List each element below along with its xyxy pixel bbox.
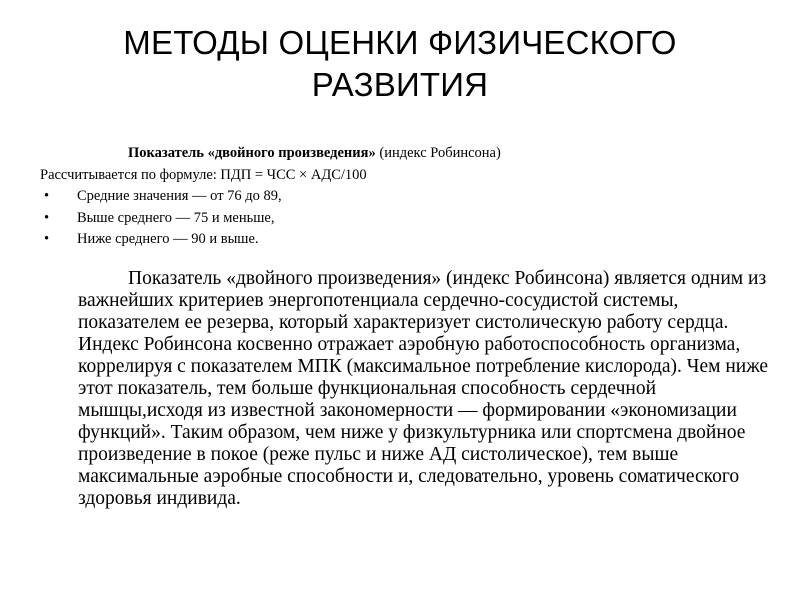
slide-title-line-1: МЕТОДЫ ОЦЕНКИ ФИЗИЧЕСКОГО [123, 24, 677, 61]
list-item-text: Ниже среднего — 90 и выше. [77, 231, 259, 247]
index-summary [40, 143, 760, 251]
list-item [40, 229, 760, 251]
list-item-text: Выше среднего — 75 и меньше, [77, 209, 275, 226]
slide-title-line-2: РАЗВИТИЯ [311, 66, 489, 103]
bullet-icon: • [44, 188, 50, 204]
bullet-icon: • [44, 231, 50, 247]
index-heading [40, 143, 760, 165]
formula-line: Рассчитывается по формуле: ПДП = ЧСС × АДС/100 [40, 166, 367, 183]
list-item [40, 186, 760, 208]
index-heading-rest: (индекс Робинсона) [375, 145, 501, 161]
norms-list [40, 186, 760, 251]
index-heading-bold: Показатель «двойного произведения» [128, 145, 376, 161]
description-paragraph: Показатель «двойного произведения» (индекс Робинсона) является одним из важнейших критериев энергопотенциала сердечно-сосудистой системы, показателем ее резерва, который характеризует систолическую работу сердца. Индекс Робинсона косвенно отражает аэробную работоспособность организма, коррелируя с показателем МПК (максимальное потребление кислорода). Чем ниже этот показатель, тем больше функциональная способность сердечной мышцы,исходя из известной закономерности — формировании «экономизации функций». Таким образом, чем ниже у физкультурника или спортсмена двойное произведение в покое (реже пульс и ниже АД систолическое), тем выше максимальные аэробные способности и, следовательно, уровень соматического здоровья индивида. [78, 268, 769, 509]
slide-title [0, 22, 800, 106]
bullet-icon: • [44, 209, 50, 226]
list-item-text: Средние значения — от 76 до 89, [77, 188, 282, 204]
list-item [40, 208, 760, 230]
